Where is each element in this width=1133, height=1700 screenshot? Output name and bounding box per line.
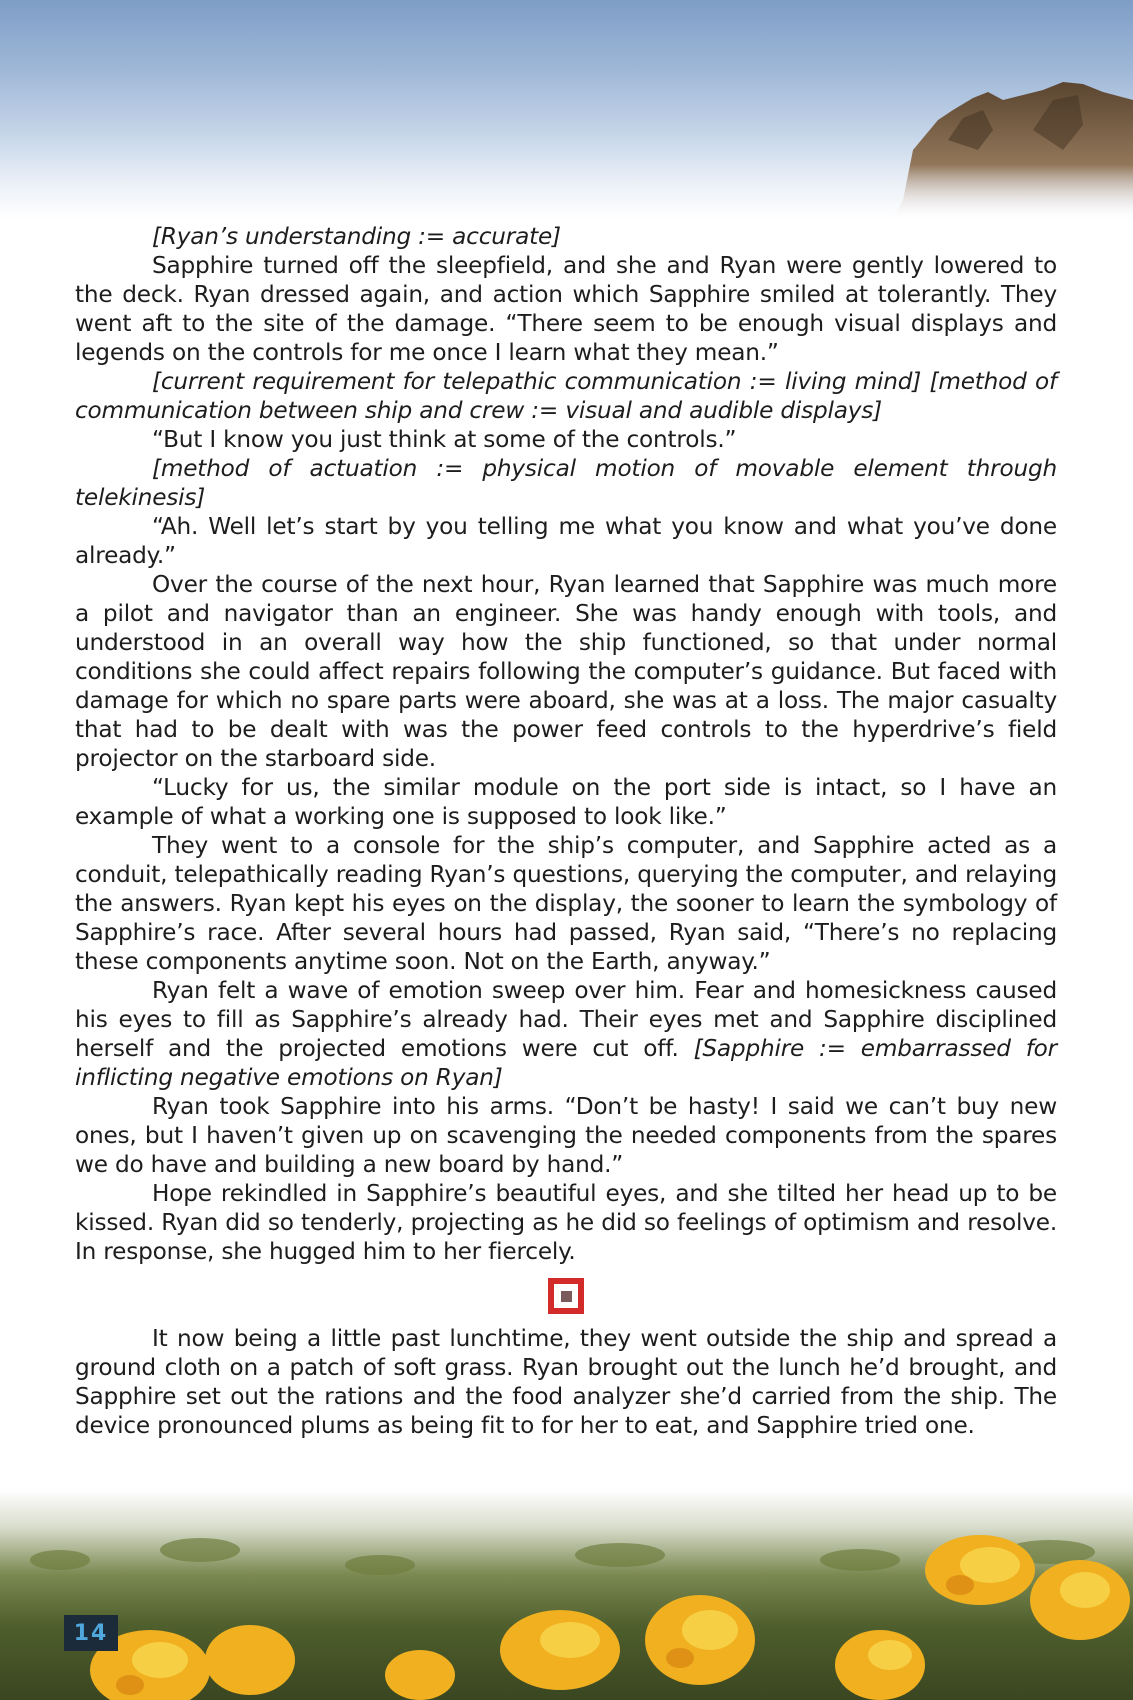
telepathic-line: [method of actuation := physical motion of movable element through telekinesis] [75, 455, 1057, 511]
paragraph-text: Ryan felt a wave of emotion sweep over him. Fear and homesickness caused his eyes to fill as Sapphire’s already had. Their eyes met and Sapphire disciplined herself and the projected emotions were cut off. [75, 977, 1057, 1062]
paragraph: “Ah. Well let’s start by you telling me what you know and what you’ve done already.” [75, 513, 1057, 569]
story-part-2 [75, 1324, 1057, 1440]
sky-header-image [0, 0, 1133, 220]
poppy-footer-image [0, 1490, 1133, 1700]
story-text [75, 222, 1057, 1440]
paragraph: Ryan took Sapphire into his arms. “Don’t be hasty! I said we can’t buy new ones, but I haven’t given up on scavenging the needed components from the spares we do have and building a new board by hand.” [75, 1093, 1057, 1178]
paragraph: They went to a console for the ship’s computer, and Sapphire acted as a conduit, telepathically reading Ryan’s questions, querying the computer, and relaying the answers. Ryan kept his eyes on the display, the sooner to learn the symbology of Sapphire’s race. After several hours had passed, Ryan said, “There’s no replacing these components anytime soon. Not on the Earth, anyway.” [75, 832, 1057, 975]
page-number: 14 [64, 1615, 118, 1651]
telepathic-line: [Ryan’s understanding := accurate] [152, 223, 561, 250]
paragraph: Sapphire turned off the sleepfield, and she and Ryan were gently lowered to the deck. Ryan dressed again, and action which Sapphire smiled at tolerantly. They went aft to the site of the damage. “There seem to be enough visual displays and legends on the controls for me once I learn what they mean.” [75, 252, 1057, 366]
paragraph: Hope rekindled in Sapphire’s beautiful eyes, and she tilted her head up to be kissed. Ryan did so tenderly, projecting as he did so feelings of optimism and resolve. In response, she hugged him to her fiercely. [75, 1180, 1057, 1265]
paragraph: It now being a little past lunchtime, they went outside the ship and spread a ground cloth on a patch of soft grass. Ryan brought out the lunch he’d brought, and Sapphire set out the rations and the food analyzer she’d carried from the ship. The device pronounced plums as being fit to for her to eat, and Sapphire tried one. [75, 1325, 1057, 1439]
cliff-image [893, 0, 1133, 220]
paragraph: “Lucky for us, the similar module on the port side is intact, so I have an example of what a working one is supposed to look like.” [75, 774, 1057, 830]
paragraph: “But I know you just think at some of the controls.” [152, 426, 737, 453]
paragraph: Over the course of the next hour, Ryan learned that Sapphire was much more a pilot and navigator than an engineer. She was handy enough with tools, and understood in an overall way how the ship functioned, so that under normal conditions she could affect repairs following the computer’s guidance. But faced with damage for which no spare parts were aboard, she was at a loss. The major casualty that had to be dealt with was the power feed controls to the hyperdrive’s field projector on the starboard side. [75, 571, 1057, 772]
telepathic-line: [current requirement for telepathic communication := living mind] [method of communication between ship and crew := visual and audible displays] [75, 368, 1057, 424]
story-part-1 [75, 222, 1057, 1266]
paragraph [75, 976, 1057, 1092]
poppy-flowers [0, 1490, 1133, 1700]
scene-break [75, 1278, 1057, 1314]
red-square-ornament-icon [548, 1278, 584, 1314]
telepathic-line: [Sapphire := embarrassed for inflicting negative emotions on Ryan] [75, 1035, 1058, 1091]
